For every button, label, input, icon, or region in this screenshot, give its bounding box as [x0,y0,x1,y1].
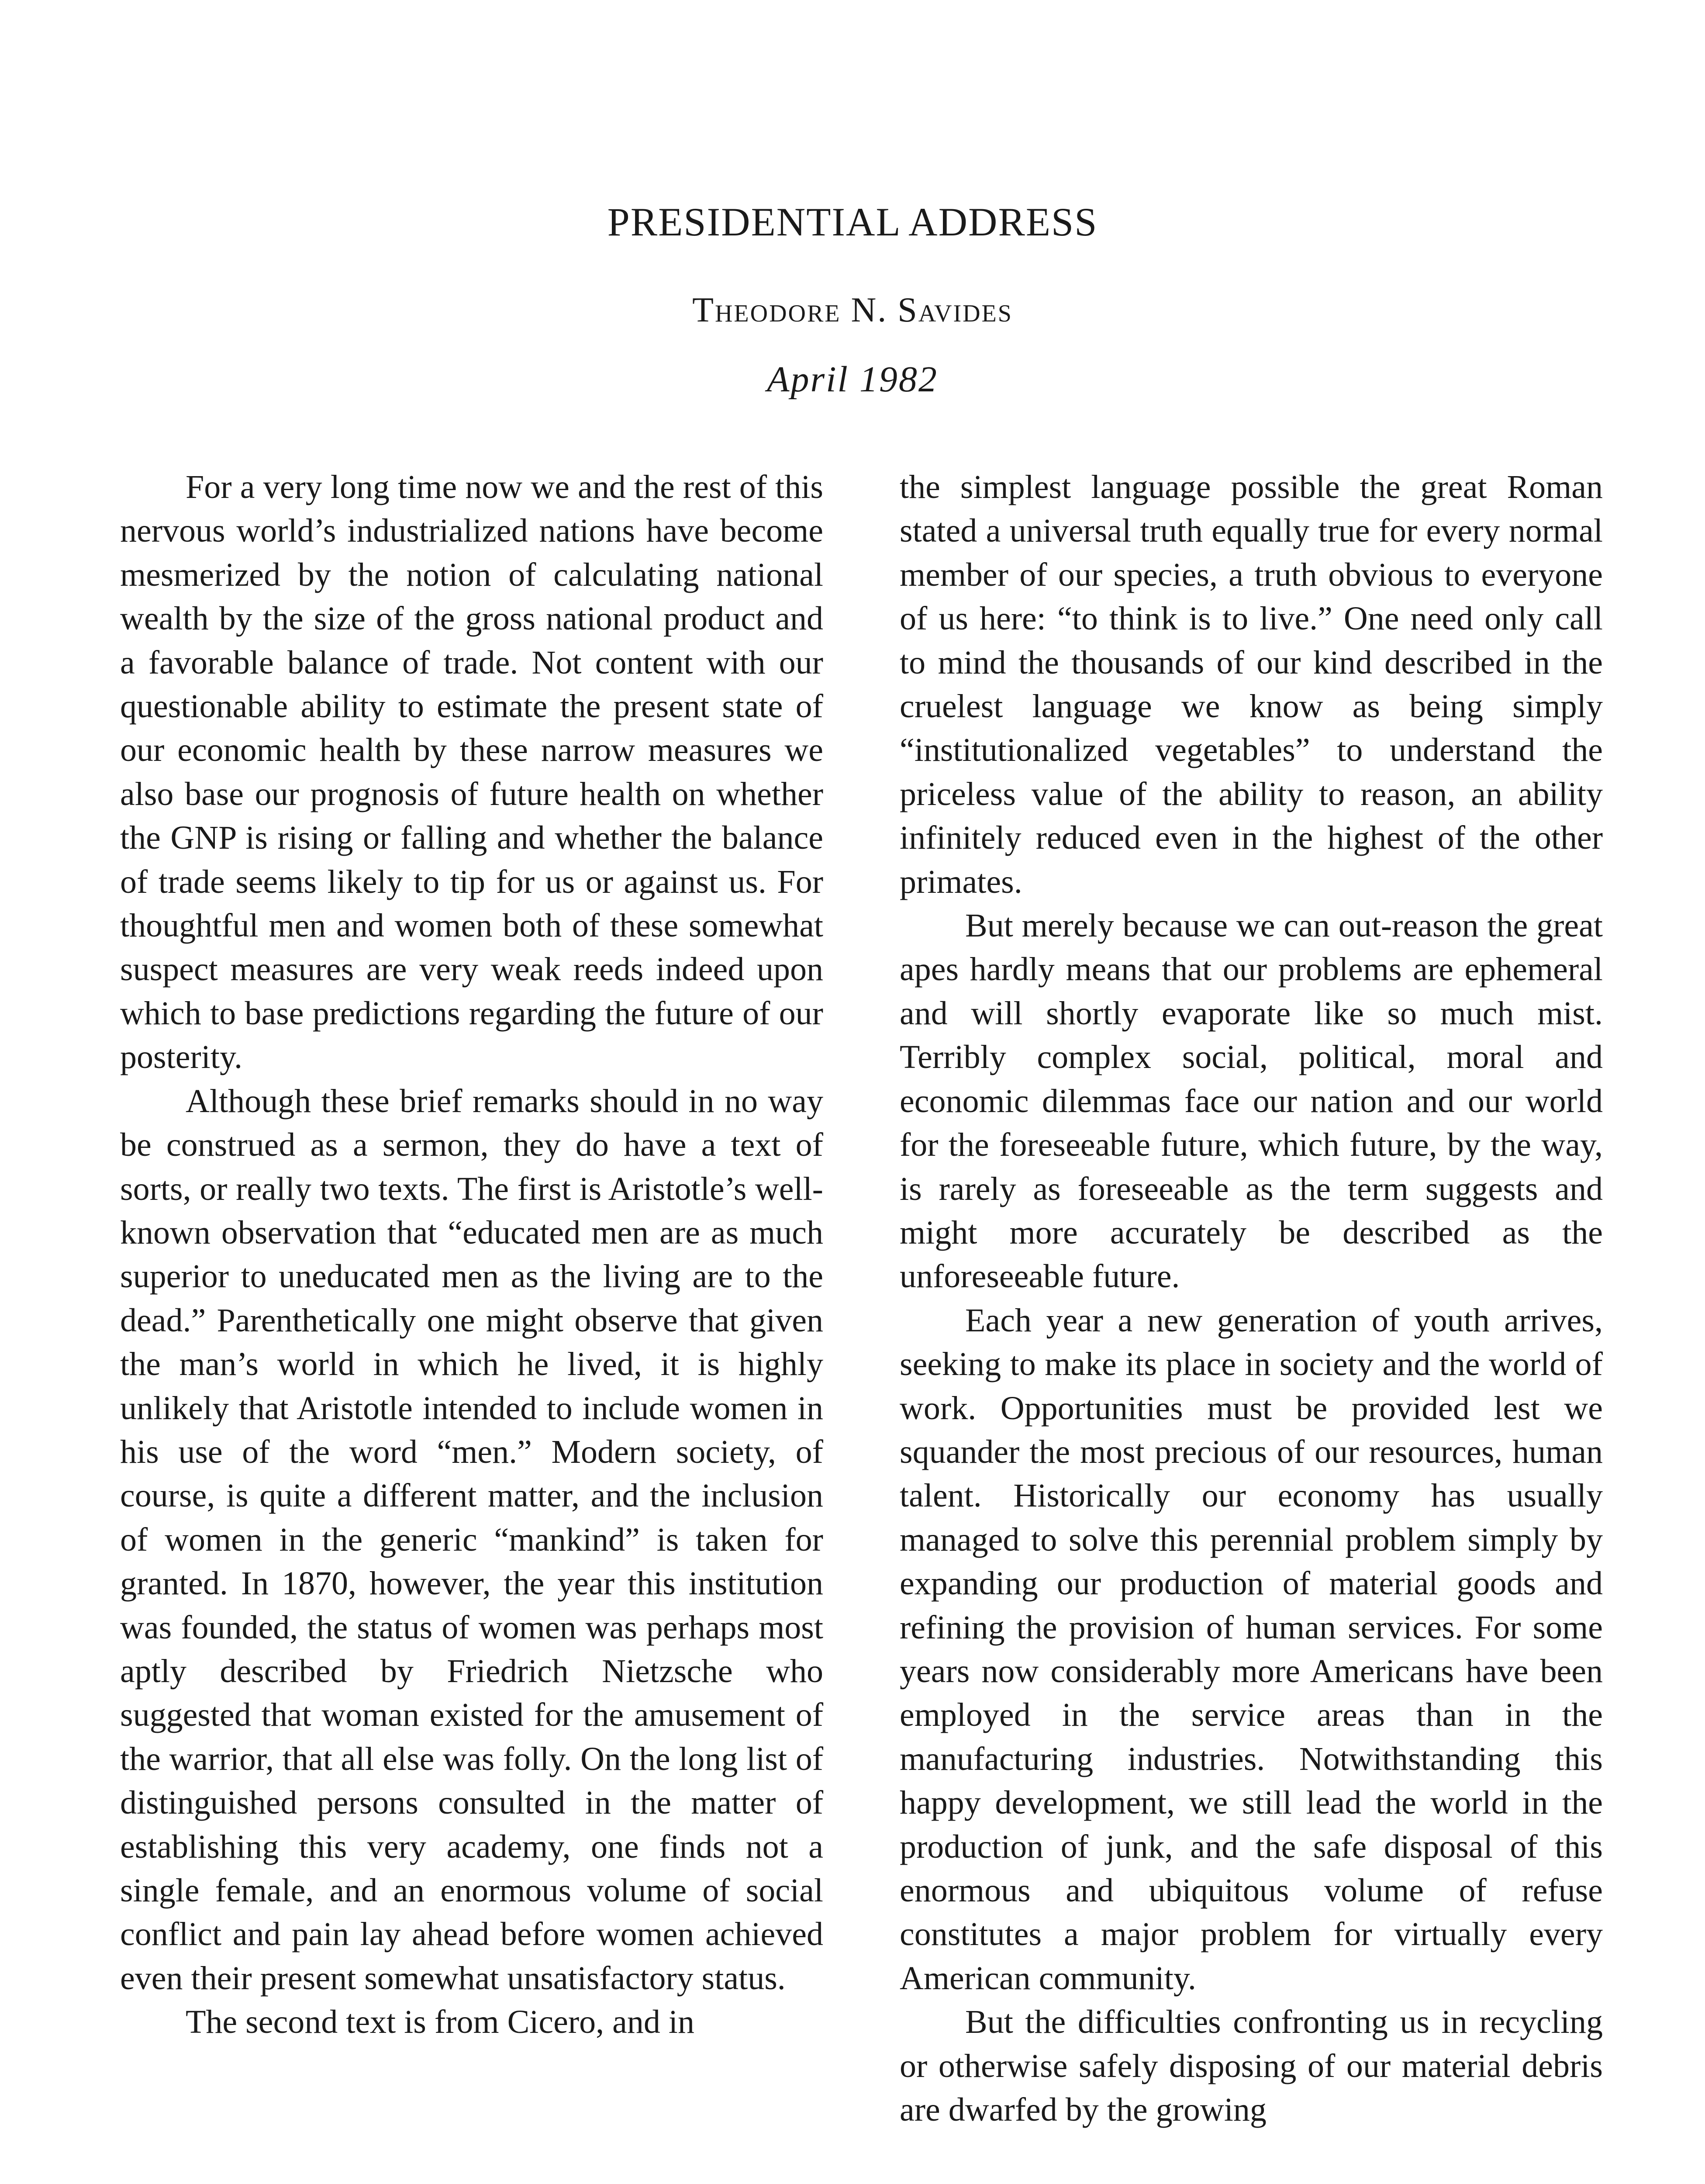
address-date: April 1982 [767,359,938,400]
right-column [900,465,1603,2132]
paragraph: Although these brief remarks should in no way be construed as a sermon, they do have a text of sorts, or really two texts. The first is Aristotle’s well-known observation that “educated men are as much superior to uneducated men as the living are to the dead.” Parenthetically one might observe that given the man’s world in which he lived, it is highly unlikely that Aristotle intended to include women in his use of the word “men.” Modern society, of course, is quite a different matter, and the inclusion of women in the generic “mankind” is taken for granted. In 1870, however, the year this institution was founded, the status of women was perhaps most aptly described by Friedrich Nietzsche who suggested that woman existed for the amusement of the warrior, that all else was folly. On the long list of distinguished persons consulted in the matter of establishing this very academy, one finds not a single female, and an enormous volume of social conflict and pain lay ahead before women achieved even their present somewhat unsatisfactory status. [120,1082,823,1997]
left-column [120,465,823,2044]
author-name: Theodore N. Savides [692,291,1013,329]
paragraph: The second text is from Cicero, and in [186,2004,695,2041]
paragraph: But the difficulties confronting us in recycling or otherwise safely disposing of our material debris are dwarfed by the growing [900,2004,1603,2129]
paragraph: For a very long time now we and the rest of this nervous world’s industrialized nations have become mesmerized by the notion of calculating national wealth by the size of the gross national product and a favorable balance of trade. Not content with our questionable ability to estimate the present state of our economic health by these narrow measures we also base our prognosis of future health on whether the GNP is rising or falling and whether the balance of trade seems likely to tip for us or against us. For thoughtful men and women both of these somewhat suspect measures are very weak reeds indeed upon which to base predictions regarding the future of our posterity. [120,469,823,1076]
paragraph: the simplest language possible the great Roman stated a universal truth equally true for every normal member of our species, a truth obvious to everyone of us here: “to think is to live.” One need only call to mind the thousands of our kind described in the cruelest language we know as being simply “institutionalized vegetables” to understand the priceless value of the ability to reason, an ability infinitely reduced even in the highest of the other primates. [900,469,1603,900]
paragraph: But merely because we can out-reason the great apes hardly means that our problems are ephemeral and will shortly evaporate like so much mist. Terribly complex social, political, moral and economic dilemmas face our nation and our world for the foreseeable future, which future, by the way, is rarely as foreseeable as the term suggests and might more accurately be described as the unforeseeable future. [900,907,1603,1295]
paragraph: Each year a new generation of youth arrives, seeking to make its place in society and the world of work. Opportunities must be provided lest we squander the most precious of our resources, human talent. Historically our economy has usually managed to solve this perennial problem simply by expanding our production of material goods and refining the provision of human services. For some years now considerably more Americans have been employed in the service areas than in the manufacturing industries. Notwithstanding this happy development, we still lead the world in the production of junk, and the safe disposal of this enormous and ubiquitous volume of refuse constitutes a major problem for virtually every American community. [900,1302,1603,1997]
page-title: PRESIDENTIAL ADDRESS [607,200,1098,244]
